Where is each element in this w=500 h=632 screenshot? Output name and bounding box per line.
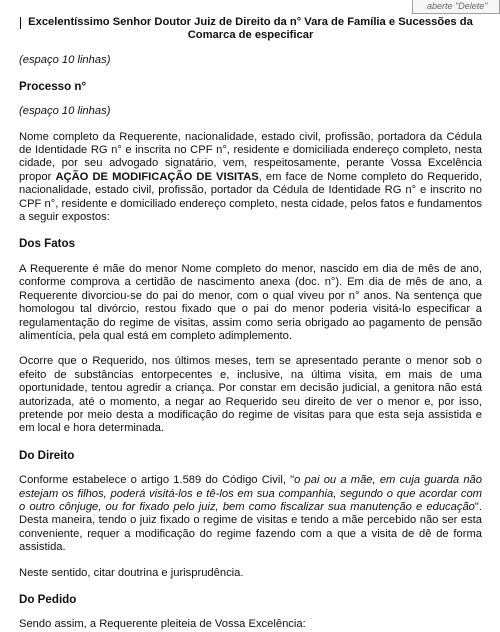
direito-paragraph-1 bbox=[19, 474, 482, 554]
heading-fatos: Dos Fatos bbox=[19, 237, 76, 251]
direito-before: Conforme estabelece o artigo 1.589 do Código Civil, " bbox=[19, 474, 295, 487]
heading-pedido: Do Pedido bbox=[19, 593, 77, 606]
heading-direito: Do Direito bbox=[19, 448, 75, 462]
direito-paragraph-2: Neste sentido, citar doutrina e jurisprudência. bbox=[19, 566, 244, 579]
spacer-note-1: (espaço 10 linhas) bbox=[19, 54, 111, 67]
petition-document bbox=[19, 16, 482, 632]
direito-after: ". Desta maneira, tendo o juiz fixado o regime de visitas e tendo a mãe percebido não ser esta conveniente, requer a modificação do regime fazendo com a que a visita de dê de forma assistida. bbox=[19, 500, 482, 554]
pedido-paragraph-1: Sendo assim, a Requerente pleiteia de Vossa Excelência: bbox=[19, 618, 306, 631]
title-text: Excelentíssimo Senhor Doutor Juiz de Direito da n° Vara de Família e Sucessões da Comarca de especificar bbox=[28, 16, 473, 42]
civil-code-quote: o pai ou a mãe, em cuja guarda não estejam os filhos, poderá visitá-los e tê-los em sua companhia, segundo o que acordar com o outro cônjuge, ou for fixado pelo juiz, bem como fiscalizar sua manutenção e educação bbox=[19, 474, 482, 513]
delete-hint-tooltip: aberte "Delete" bbox=[412, 0, 500, 14]
text-cursor bbox=[20, 17, 21, 29]
action-title: AÇÃO DE MODIFICAÇÃO DE VISITAS bbox=[55, 170, 259, 183]
intro-paragraph bbox=[19, 131, 482, 225]
document-title[interactable] bbox=[19, 16, 482, 42]
spacer-note-2: (espaço 10 linhas) bbox=[19, 105, 111, 118]
process-number: Processo n° bbox=[19, 79, 87, 93]
intro-after: , em face de Nome completo do Requerido, nacionalidade, estado civil, profissão, portador da Cédula de Identidade RG n° e inscrito no CPF n°, residente e domiciliado endereço completo, nesta cidade, pelos fatos e fundamentos a seguir expostos: bbox=[19, 170, 482, 224]
intro-before: Nome completo da Requerente, nacionalidade, estado civil, profissão, portadora da Cédula de Identidade RG n° e inscrita no CPF n°, residente e domiciliada endereço completo, nesta cidade, por seu advogado signatário, vem, respeitosamente, perante Vossa Excelência propor bbox=[19, 130, 482, 183]
fatos-paragraph-2: Ocorre que o Requerido, nos últimos meses, tem se apresentado perante o menor sob o efeito de substâncias entorpecentes e, inclusive, na última visita, em mais de uma oportunidade, tentou agredir a criança. Por constar em decisão judicial, a genitora não está autorizada, até o momento, a negar ao Requerido seu direito de ver o menor e, por isso, pretende por meio desta a modificação do regime de visitas para que esta seja assistida e em local e hora determinada. bbox=[19, 355, 482, 435]
fatos-paragraph-1: A Requerente é mãe do menor Nome completo do menor, nascido em dia de mês de ano, conforme comprova a certidão de nascimento anexa (doc. n°). Em dia de mês de ano, a Requerente divorciou-se do pai do menor, com o qual viveu por n° anos. Na sentença que homologou tal divórcio, restou fixado que o pai do menor poderia visitá-lo especificar a regulamentação do regime de visitas, assim como seria obrigado ao pagamento de pensão alimentícia, pela qual está em completo adimplemento. bbox=[19, 262, 482, 342]
